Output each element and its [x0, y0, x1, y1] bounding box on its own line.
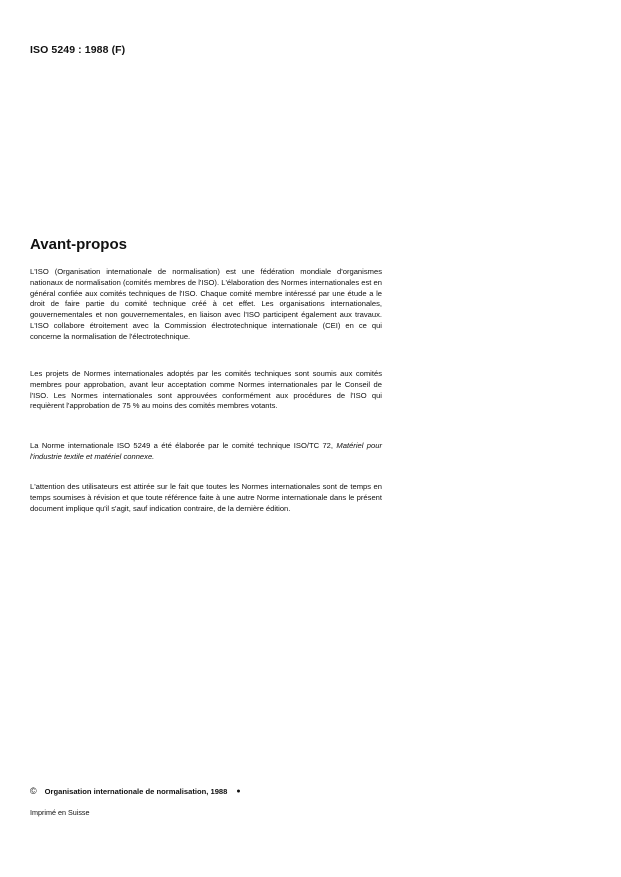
bullet-icon: ● — [236, 787, 241, 795]
committee-title: Matériel pour l'industrie textile et matériel connexe. — [30, 441, 382, 461]
foreword-paragraph-1: L'ISO (Organisation internationale de normalisation) est une fédération mondiale d'organismes nationaux de normalisation (comités membres de l'ISO). L'élaboration des Normes internationales est en général confiée aux comités techniques de l'ISO. Chaque comité membre intéressé par une étude a le droit de faire partie du comité technique créé à cet effet. Les organisations internationales, gouvernementales et non gouvernementales, en liaison avec l'ISO participent également aux travaux. L'ISO collabore étroitement avec la Commission électrotechnique internationale (CEI) en ce qui concerne la normalisation de l'électrotechnique. — [30, 267, 382, 341]
section-title: Avant-propos — [30, 236, 127, 253]
foreword-paragraph-4: L'attention des utilisateurs est attirée sur le fait que toutes les Normes internationales sont de temps en temps soumises à révision et que toute référence faite à une autre Norme internationale dans le présent document implique qu'il s'agit, sauf indication contraire, de la dernière édition. — [30, 482, 382, 513]
foreword-paragraph-3 — [30, 441, 382, 463]
printed-in: Imprimé en Suisse — [30, 808, 90, 817]
document-reference: ISO 5249 : 1988 (F) — [30, 44, 126, 56]
foreword-paragraph-2: Les projets de Normes internationales adoptés par les comités techniques sont soumis aux comités membres pour approbation, avant leur acceptation comme Normes internationales par le Conseil de l'ISO. Les Normes internationales sont approuvées conformément aux procédures de l'ISO qui requièrent l'approbation de 75 % au moins des comités membres votants. — [30, 369, 382, 411]
paragraph-3-text: La Norme internationale ISO 5249 a été élaborée par le comité technique ISO/TC 72, — [30, 441, 334, 450]
copyright-line — [30, 786, 241, 796]
copyright-icon: © — [30, 786, 37, 796]
copyright-organization: Organisation internationale de normalisation, 1988 — [44, 786, 228, 796]
